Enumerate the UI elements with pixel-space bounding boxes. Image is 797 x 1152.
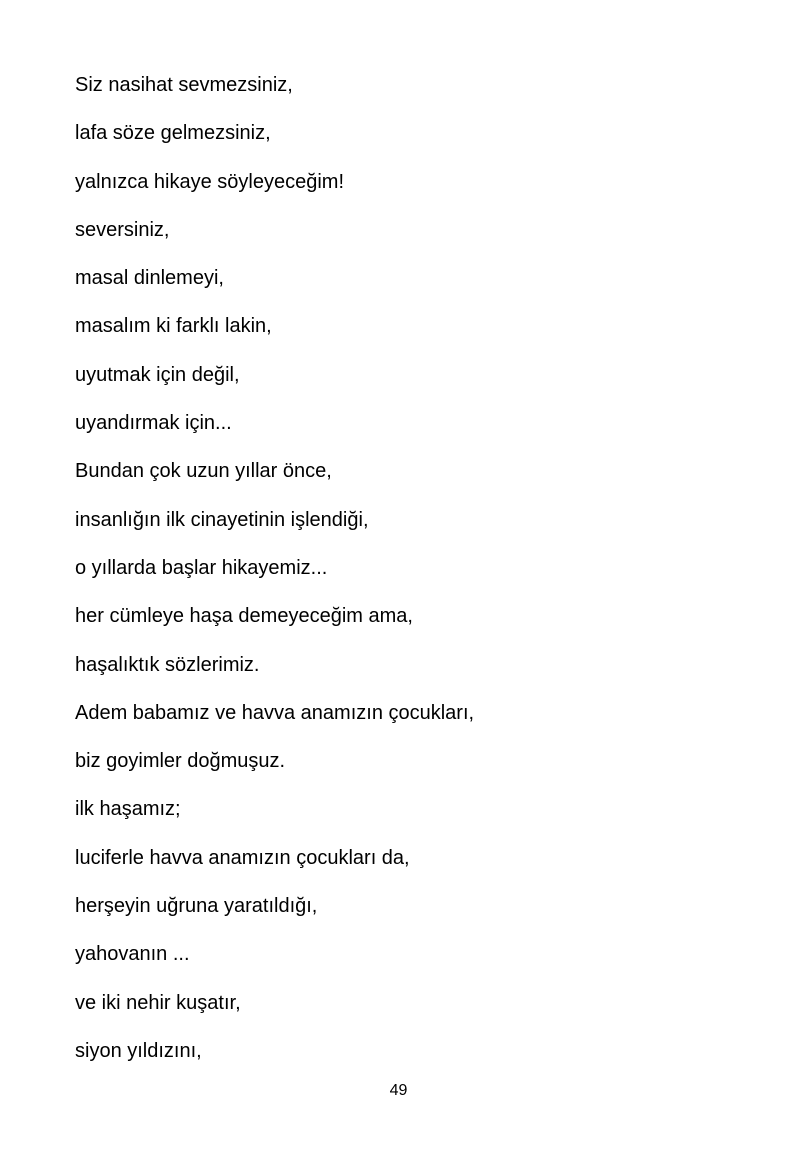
- poem-line: biz goyimler doğmuşuz.: [75, 750, 286, 773]
- poem-line: masal dinlemeyi,: [75, 267, 224, 290]
- poem-line: masalım ki farklı lakin,: [75, 315, 272, 338]
- poem-line: o yıllarda başlar hikayemiz...: [75, 556, 328, 579]
- poem-line: herşeyin uğruna yaratıldığı,: [75, 895, 318, 918]
- poem-body: [75, 70, 755, 1084]
- poem-line: uyutmak için değil,: [75, 363, 240, 386]
- poem-line: seversiniz,: [75, 218, 170, 241]
- poem-line: yahovanın ...: [75, 943, 190, 966]
- poem-line: siyon yıldızını,: [75, 1039, 202, 1062]
- poem-line: luciferle havva anamızın çocukları da,: [75, 846, 410, 869]
- poem-line: insanlığın ilk cinayetinin işlendiği,: [75, 508, 369, 531]
- poem-line: haşalıktık sözlerimiz.: [75, 653, 260, 676]
- poem-line: lafa söze gelmezsiniz,: [75, 122, 271, 145]
- poem-line: Siz nasihat sevmezsiniz,: [75, 74, 293, 96]
- poem-line: uyandırmak için...: [75, 412, 232, 435]
- poem-line: ilk haşamız;: [75, 798, 181, 821]
- poem-line: her cümleye haşa demeyeceğim ama,: [75, 605, 413, 628]
- poem-line: yalnızca hikaye söyleyeceğim!: [75, 170, 345, 193]
- page-number: 49: [389, 1082, 408, 1099]
- poem-line: ve iki nehir kuşatır,: [75, 991, 241, 1014]
- poem-line: Bundan çok uzun yıllar önce,: [75, 460, 332, 483]
- poem-line: Adem babamız ve havva anamızın çocukları,: [75, 701, 475, 724]
